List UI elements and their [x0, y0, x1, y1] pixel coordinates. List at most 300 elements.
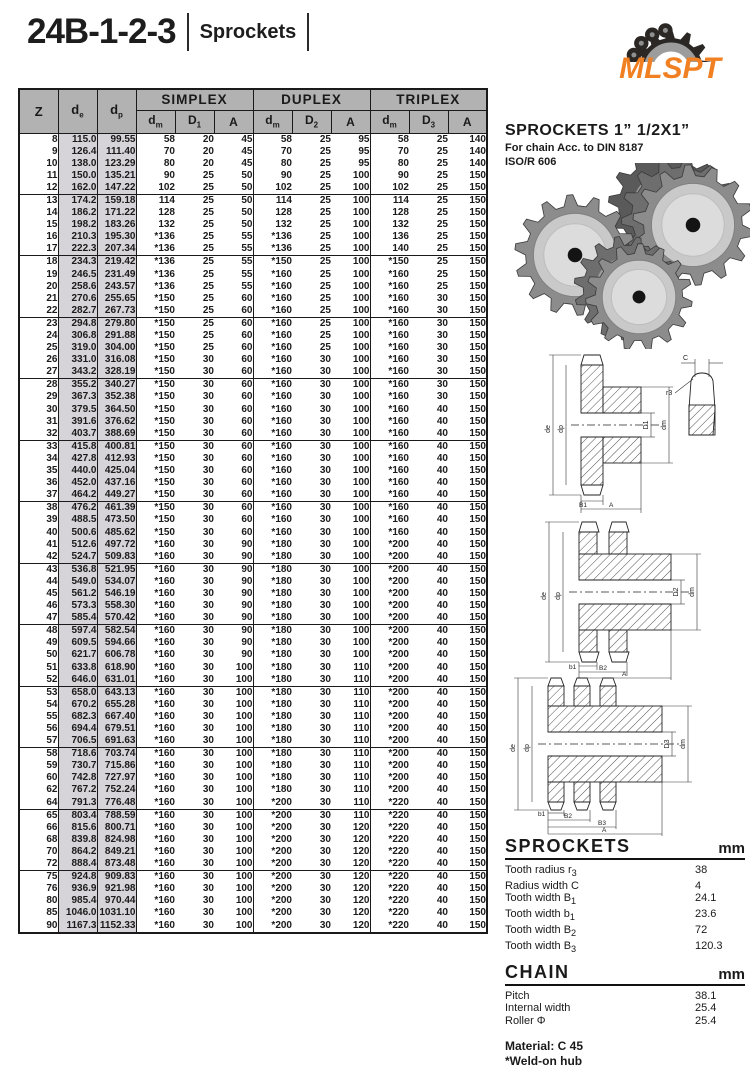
spec-label: Tooth width $b_1$	[505, 908, 575, 923]
dim-label-a: A	[602, 827, 607, 834]
table-row	[19, 920, 487, 933]
z-cell: 16	[19, 231, 58, 243]
dp-cell: 111.40	[97, 146, 136, 158]
z-cell: 43	[19, 563, 58, 576]
duplex-d2-cell: 30	[319, 637, 331, 649]
simplex-dm-cell: *136	[154, 268, 175, 280]
table-row	[19, 612, 487, 625]
sprockets-spec-row	[505, 940, 745, 956]
simplex-dm-cell: *160	[154, 796, 175, 808]
simplex-a-cell: 60	[241, 452, 253, 464]
triplex-dm-cell: *200	[370, 637, 409, 649]
triplex-d3-cell: 30	[436, 330, 448, 341]
duplex-a-cell: 100	[352, 489, 370, 501]
triplex-dm-cell: *160	[370, 366, 409, 379]
simplex-dm-cell: *150	[154, 477, 175, 489]
triplex-a-cell: 150	[469, 673, 486, 685]
duplex-d2-cell: 30	[319, 772, 331, 784]
duplex-d2-cell: 30	[319, 735, 331, 747]
table-row	[19, 489, 487, 502]
duplex-a-cell: 100	[352, 427, 370, 439]
triplex-d3-cell: 40	[436, 748, 448, 760]
duplex-a-cell: 100	[352, 514, 370, 526]
triplex-dm-cell: *200	[370, 551, 409, 564]
simplex-dm-cell: *136	[154, 256, 175, 268]
dp-cell: 631.01	[97, 674, 136, 687]
dp-cell: 497.72	[97, 539, 136, 551]
triplex-dm-cell: *160	[370, 465, 409, 477]
simplex-d1-cell: 30	[202, 772, 214, 784]
duplex-dm-cell: *180	[253, 748, 292, 761]
simplex-d1-cell: 30	[202, 477, 214, 489]
duplex-dm-cell: *180	[253, 723, 292, 735]
triplex-a-cell: 150	[469, 772, 486, 784]
duplex-dm-cell: *180	[253, 760, 292, 772]
chain-spec-title: CHAIN	[505, 961, 570, 982]
simplex-dm-cell: *160	[154, 919, 175, 931]
triplex-dm-cell: *160	[370, 305, 409, 318]
table-row	[19, 907, 487, 919]
simplex-a-cell: 90	[241, 625, 253, 637]
triplex-a-cell: 150	[469, 256, 486, 268]
duplex-d2-cell: 25	[319, 181, 331, 193]
table-row	[19, 281, 487, 293]
de-cell: 379.5	[58, 404, 97, 416]
triplex-dm-cell: *160	[370, 342, 409, 354]
triplex-a-cell: 150	[469, 748, 486, 760]
duplex-a-cell: 95	[358, 145, 370, 157]
de-cell: 319.0	[58, 342, 97, 354]
duplex-a-cell: 100	[352, 366, 370, 378]
triplex-d3-cell: 25	[436, 243, 448, 255]
table-row	[19, 465, 487, 477]
table-row	[19, 158, 487, 170]
simplex-dm-cell: *150	[154, 379, 175, 391]
dp-cell: 873.48	[97, 858, 136, 871]
triplex-a-cell: 150	[469, 169, 486, 181]
triplex-a-cell: 150	[469, 207, 486, 219]
simplex-a-cell: 90	[241, 563, 253, 575]
chain-standard-line: For chain Acc. to DIN 8187	[505, 142, 644, 154]
simplex-dm-cell: *150	[154, 489, 175, 501]
table-header	[19, 89, 487, 133]
duplex-d2-cell: 30	[319, 514, 331, 526]
z-cell: 33	[19, 440, 58, 453]
simplex-a-cell: 100	[235, 858, 253, 870]
triplex-dm-cell: *160	[370, 416, 409, 428]
triplex-a-cell: 150	[469, 465, 486, 477]
simplex-d1-cell: 30	[202, 587, 214, 599]
simplex-a-cell: 100	[235, 871, 253, 883]
triplex-a-cell: 150	[469, 637, 486, 649]
duplex-dm-cell: *200	[253, 797, 292, 810]
simplex-d1-cell: 30	[202, 919, 214, 931]
table-row	[19, 133, 487, 146]
sprockets-spec-header	[505, 836, 745, 860]
simplex-a-cell: 60	[241, 502, 253, 514]
table-row	[19, 539, 487, 551]
spec-value: 4	[695, 879, 702, 892]
triplex-d3-cell: 40	[436, 772, 448, 784]
z-cell: 45	[19, 588, 58, 600]
dp-cell: 655.28	[97, 699, 136, 711]
simplex-d1-cell: 30	[202, 686, 214, 698]
de-cell: 549.0	[58, 576, 97, 588]
duplex-dm-cell: *200	[253, 871, 292, 884]
de-cell: 682.3	[58, 711, 97, 723]
dp-cell: 123.29	[97, 158, 136, 170]
chain-spec-unit: mm	[718, 965, 745, 983]
de-cell: 694.4	[58, 723, 97, 735]
duplex-dm-cell: 132	[253, 219, 292, 231]
duplex-d2-cell: 30	[319, 452, 331, 464]
triplex-a-cell: 150	[469, 710, 486, 722]
dim-label-de: de	[545, 425, 552, 433]
dp-cell: 461.39	[97, 502, 136, 515]
sprockets-spec-row	[505, 924, 745, 940]
dp-cell: 594.66	[97, 637, 136, 649]
duplex-a-cell: 120	[352, 871, 370, 883]
sprockets-spec-list	[505, 864, 745, 956]
simplex-a-cell: 100	[235, 698, 253, 710]
duplex-d2-cell: 30	[319, 379, 331, 391]
z-cell: 59	[19, 760, 58, 772]
simplex-dm-cell: *150	[154, 452, 175, 464]
triplex-d3-cell: 40	[436, 796, 448, 808]
triplex-d3-cell: 40	[436, 821, 448, 833]
triplex-a-cell: 150	[469, 330, 486, 341]
simplex-dm-cell: *150	[154, 526, 175, 538]
triplex-d3-cell: 40	[436, 710, 448, 722]
simplex-d1-cell: 25	[202, 268, 214, 280]
triplex-a-cell: 150	[469, 871, 486, 883]
table-row	[19, 330, 487, 342]
table-row	[19, 723, 487, 735]
simplex-d1-cell: 30	[202, 550, 214, 562]
duplex-d2-cell: 30	[319, 550, 331, 562]
triplex-dm-cell: 90	[370, 170, 409, 182]
spec-label: Internal width	[505, 1002, 571, 1015]
group-header-simplex: SIMPLEX	[136, 89, 253, 110]
triplex-d3-cell: 25	[436, 157, 448, 169]
dp-cell: 667.40	[97, 711, 136, 723]
triplex-dm-cell: *200	[370, 674, 409, 687]
duplex-dm-cell: *180	[253, 711, 292, 723]
triplex-d3-cell: 40	[436, 735, 448, 747]
duplex-dm-cell: *160	[253, 465, 292, 477]
subcol-triplex-dm: $d_m$	[370, 110, 409, 133]
simplex-dm-cell: *150	[154, 514, 175, 526]
duplex-d2-cell: 30	[319, 625, 331, 637]
simplex-dm-cell: *160	[154, 649, 175, 661]
simplex-d1-cell: 30	[202, 735, 214, 747]
de-cell: 427.8	[58, 453, 97, 465]
simplex-d1-cell: 30	[202, 871, 214, 883]
simplex-a-cell: 55	[241, 280, 253, 292]
duplex-a-cell: 100	[352, 649, 370, 661]
triplex-dm-cell: *200	[370, 612, 409, 625]
simplex-a-cell: 60	[241, 330, 253, 341]
duplex-a-cell: 110	[353, 784, 370, 796]
duplex-d2-cell: 25	[319, 256, 331, 268]
de-cell: 174.2	[58, 194, 97, 207]
triplex-a-cell: 150	[469, 379, 486, 391]
table-row	[19, 895, 487, 907]
triplex-dm-cell: *160	[370, 391, 409, 403]
dim-label-b2: B2	[599, 665, 607, 672]
duplex-dm-cell: *180	[253, 784, 292, 796]
table-row	[19, 243, 487, 256]
simplex-dm-cell: *160	[154, 686, 175, 698]
dp-cell: 824.98	[97, 834, 136, 846]
duplex-d2-cell: 25	[319, 231, 331, 243]
simplex-dm-cell: *150	[154, 342, 175, 354]
triplex-dm-cell: *220	[370, 858, 409, 871]
duplex-dm-cell: *160	[253, 527, 292, 539]
group-header-duplex: DUPLEX	[253, 89, 370, 110]
triplex-dm-cell: *160	[370, 354, 409, 366]
simplex-a-cell: 60	[241, 427, 253, 439]
z-cell: 76	[19, 883, 58, 895]
duplex-dm-cell: *160	[253, 428, 292, 441]
duplex-a-cell: 95	[358, 157, 370, 169]
duplex-d2-cell: 30	[319, 538, 331, 550]
simplex-a-cell: 100	[235, 686, 253, 698]
z-cell: 46	[19, 600, 58, 612]
simplex-dm-cell: *150	[154, 366, 175, 378]
duplex-d2-cell: 30	[319, 526, 331, 538]
duplex-d2-cell: 25	[319, 317, 331, 329]
simplex-dm-cell: *160	[154, 735, 175, 747]
duplex-d2-cell: 25	[319, 194, 331, 206]
de-cell: 561.2	[58, 588, 97, 600]
simplex-dm-cell: *160	[154, 809, 175, 821]
simplex-d1-cell: 30	[202, 612, 214, 624]
table-row	[19, 207, 487, 219]
triplex-dm-cell: *200	[370, 735, 409, 748]
triplex-a-cell: 150	[469, 784, 486, 796]
simplex-d1-cell: 30	[202, 710, 214, 722]
triplex-a-cell: 150	[469, 661, 486, 673]
simplex-a-cell: 100	[235, 760, 253, 772]
triplex-dm-cell: *220	[370, 822, 409, 834]
simplex-d1-cell: 30	[202, 809, 214, 821]
simplex-d1-cell: 25	[202, 330, 214, 341]
duplex-a-cell: 100	[352, 625, 370, 637]
triplex-d3-cell: 25	[436, 256, 448, 268]
z-cell: 22	[19, 305, 58, 318]
simplex-d1-cell: 30	[202, 452, 214, 464]
sprockets-spec-row	[505, 880, 745, 893]
dp-cell: 582.54	[97, 625, 136, 638]
dp-cell: 159.18	[97, 194, 136, 207]
z-cell: 42	[19, 551, 58, 564]
dp-cell: 267.73	[97, 305, 136, 318]
dim-label-dp: dp	[524, 744, 531, 752]
z-cell: 8	[19, 133, 58, 146]
z-cell: 51	[19, 662, 58, 674]
z-cell: 68	[19, 834, 58, 846]
simplex-dm-cell: *160	[154, 772, 175, 784]
simplex-dm-cell: 70	[163, 145, 175, 157]
triplex-a-cell: 150	[469, 268, 486, 280]
z-cell: 11	[19, 170, 58, 182]
triplex-d3-cell: 40	[436, 845, 448, 857]
subcol-simplex-a: A	[214, 110, 253, 133]
triplex-dm-cell: *160	[370, 527, 409, 539]
duplex-d2-cell: 30	[319, 366, 331, 378]
duplex-dm-cell: *136	[253, 231, 292, 243]
dp-cell: 99.55	[97, 133, 136, 146]
sprockets-spec-row	[505, 864, 745, 880]
row-group	[19, 440, 487, 501]
simplex-a-cell: 55	[241, 231, 253, 243]
duplex-d2-cell: 30	[319, 587, 331, 599]
simplex-a-cell: 100	[235, 895, 253, 907]
simplex-dm-cell: *160	[154, 575, 175, 587]
duplex-a-cell: 110	[353, 673, 370, 685]
triplex-d3-cell: 40	[436, 625, 448, 637]
duplex-d2-cell: 25	[319, 280, 331, 292]
simplex-d1-cell: 25	[202, 256, 214, 268]
duplex-dm-cell: *180	[253, 686, 292, 699]
table-row	[19, 453, 487, 465]
simplex-d1-cell: 30	[202, 514, 214, 526]
de-cell: 742.8	[58, 772, 97, 784]
simplex-dm-cell: *160	[154, 845, 175, 857]
simplex-dm-cell: 132	[158, 219, 175, 231]
dp-cell: 909.83	[97, 871, 136, 884]
duplex-d2-cell: 30	[319, 661, 331, 673]
simplex-d1-cell: 30	[202, 821, 214, 833]
duplex-dm-cell: *200	[253, 834, 292, 846]
table-row	[19, 256, 487, 269]
triplex-dm-cell: *200	[370, 625, 409, 638]
simplex-a-cell: 90	[241, 550, 253, 562]
simplex-d1-cell: 25	[202, 292, 214, 304]
simplex-d1-cell: 30	[202, 440, 214, 452]
dim-label-a: A	[609, 502, 614, 509]
simplex-a-cell: 60	[241, 489, 253, 501]
table-row	[19, 625, 487, 638]
duplex-dm-cell: 102	[253, 182, 292, 195]
triplex-dm-cell: *160	[370, 404, 409, 416]
triplex-d3-cell: 40	[436, 723, 448, 734]
triplex-dm-cell: 114	[370, 194, 409, 207]
de-cell: 464.2	[58, 489, 97, 502]
triplex-d3-cell: 40	[436, 587, 448, 599]
dim-label-b1: b1	[538, 811, 546, 818]
simplex-dm-cell: *150	[154, 317, 175, 329]
triplex-d3-cell: 40	[436, 895, 448, 907]
simplex-d1-cell: 30	[202, 907, 214, 919]
triplex-d3-cell: 30	[436, 391, 448, 403]
duplex-dm-cell: *136	[253, 243, 292, 256]
table-row	[19, 391, 487, 403]
triplex-d3-cell: 30	[436, 292, 448, 304]
z-cell: 60	[19, 772, 58, 784]
table-row	[19, 686, 487, 699]
dp-cell: 135.21	[97, 170, 136, 182]
triplex-dm-cell: *160	[370, 317, 409, 330]
simplex-dm-cell: *160	[154, 612, 175, 624]
duplex-d2-cell: 30	[319, 673, 331, 685]
duplex-dm-cell: *160	[253, 342, 292, 354]
simplex-d1-cell: 30	[202, 895, 214, 907]
duplex-a-cell: 110	[353, 698, 370, 710]
triplex-a-cell: 140	[469, 145, 486, 157]
simplex-dm-cell: *150	[154, 304, 175, 316]
de-cell: 306.8	[58, 330, 97, 342]
dp-cell: 243.57	[97, 281, 136, 293]
row-group	[19, 748, 487, 809]
triplex-d3-cell: 40	[436, 919, 448, 931]
table-row	[19, 760, 487, 772]
product-heading: SPROCKETS 1” 1/2X1”	[505, 122, 690, 139]
simplex-d1-cell: 30	[202, 379, 214, 391]
simplex-dm-cell: *160	[154, 600, 175, 612]
simplex-dm-cell: *160	[154, 821, 175, 833]
simplex-d1-cell: 25	[202, 342, 214, 354]
table-row	[19, 576, 487, 588]
catalog-code: 24B-1-2-3	[27, 12, 176, 51]
duplex-a-cell: 110	[353, 723, 370, 734]
duplex-dm-cell: *160	[253, 293, 292, 305]
triplex-a-cell: 150	[469, 625, 486, 637]
table-row	[19, 293, 487, 305]
duplex-d2-cell: 25	[319, 157, 331, 169]
table-row	[19, 269, 487, 281]
dp-cell: 425.04	[97, 465, 136, 477]
triplex-dm-cell: *200	[370, 748, 409, 761]
triplex-dm-cell: *200	[370, 760, 409, 772]
simplex-d1-cell: 25	[202, 207, 214, 219]
simplex-dm-cell: *150	[154, 391, 175, 403]
table-row	[19, 563, 487, 576]
triplex-a-cell: 150	[469, 538, 486, 550]
duplex-a-cell: 120	[352, 907, 370, 919]
simplex-dm-cell: *150	[154, 354, 175, 366]
row-group	[19, 871, 487, 933]
triplex-d3-cell: 40	[436, 526, 448, 538]
duplex-a-cell: 100	[352, 304, 370, 316]
simplex-d1-cell: 30	[202, 649, 214, 661]
subcol-triplex-d3: $D_3$	[409, 110, 448, 133]
dp-cell: 776.48	[97, 797, 136, 810]
duplex-dm-cell: *180	[253, 662, 292, 674]
table-row	[19, 416, 487, 428]
chain-spec-header	[505, 962, 745, 986]
z-cell: 29	[19, 391, 58, 403]
simplex-dm-cell: *160	[154, 858, 175, 870]
duplex-dm-cell: *180	[253, 600, 292, 612]
material-note: Material: C 45	[505, 1039, 584, 1054]
table-row	[19, 600, 487, 612]
duplex-dm-cell: *160	[253, 453, 292, 465]
triplex-dm-cell: *200	[370, 662, 409, 674]
triplex-dm-cell: *160	[370, 440, 409, 453]
triplex-d3-cell: 40	[436, 760, 448, 772]
de-cell: 500.6	[58, 527, 97, 539]
z-cell: 13	[19, 194, 58, 207]
duplex-a-cell: 110	[353, 809, 370, 821]
simplex-d1-cell: 30	[202, 760, 214, 772]
table-row	[19, 674, 487, 687]
duplex-dm-cell: *180	[253, 674, 292, 687]
triplex-d3-cell: 40	[436, 686, 448, 698]
table-row	[19, 182, 487, 195]
table-row	[19, 871, 487, 884]
